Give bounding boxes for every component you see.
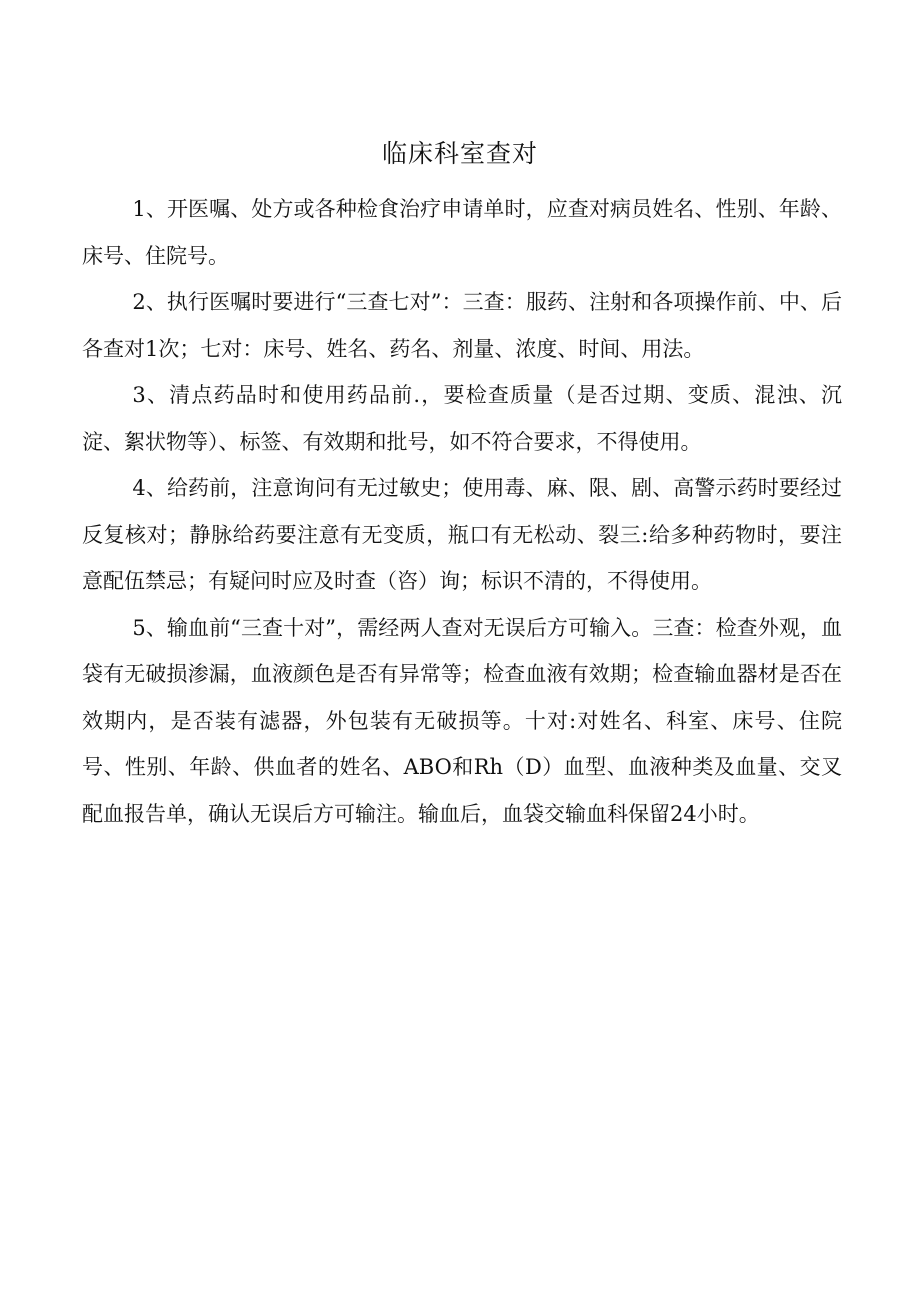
paragraph-4: 4、给药前，注意询问有无过敏史；使用毒、麻、限、剧、高警示药时要经过反复核对；静脉给药要注意有无变质，瓶口有无松动、裂三:给多种药物时，要注意配伍禁忌；有疑问时应及时查（咨）询；标识不清的，不得使用。 [82,476,842,593]
document-title: 临床科室查对 [381,139,538,168]
paragraph-3: 3、清点药品时和使用药品前.，要检查质量（是否过期、变质、混浊、沉淀、絮状物等）、标签、有效期和批号，如不符合要求，不得使用。 [82,383,842,454]
paragraph-2: 2、执行医嘱时要进行“三查七对”：三查：服药、注射和各项操作前、中、后各查对1次；七对：床号、姓名、药名、剂量、浓度、时间、用法。 [82,290,842,361]
document-body [82,186,842,837]
paragraph-5: 5、输血前“三查十对”，需经两人查对无误后方可输入。三查：检查外观，血袋有无破损渗漏，血液颜色是否有异常等；检查血液有效期；检查输血器材是否在效期内，是否装有滤器，外包装有无破损等。十对:对姓名、科室、床号、住院号、性别、年龄、供血者的姓名、ABO和Rh（D）血型、血液种类及血量、交叉配血报告单，确认无误后方可输注。输血后，血袋交输血科保留24小时。 [82,615,842,826]
paragraph-1: 1、开医嘱、处方或各种检食治疗申请单时，应查对病员姓名、性别、年龄、床号、住院号。 [82,197,842,268]
